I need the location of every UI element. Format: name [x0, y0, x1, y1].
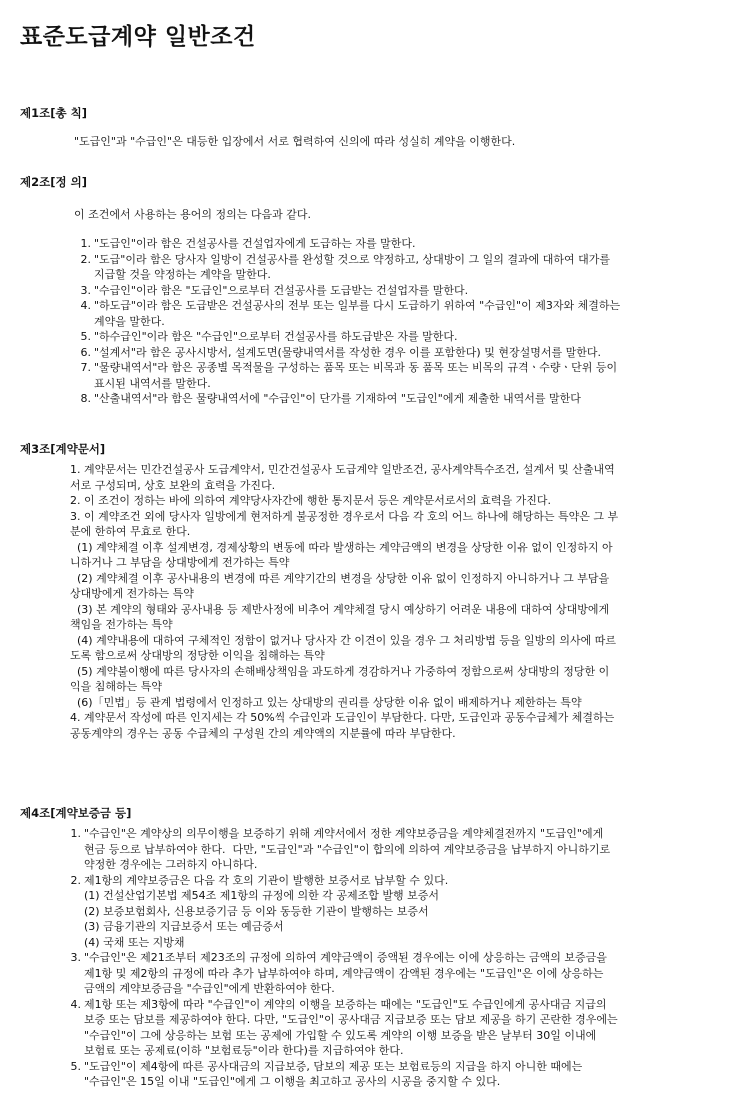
definition-line: 지급할 것을 약정하는 계약을 말한다. [94, 268, 271, 281]
definition-number: 6. [80, 345, 91, 359]
definition-line: "하도급"이라 함은 도급받은 건설공사의 전부 또는 일부를 다시 도급하기 위하여 "수급인"이 제3자와 체결하는 [94, 299, 621, 312]
article-3-line: 도록 함으로써 상대방의 정당한 이익을 침해하는 특약 [70, 649, 325, 662]
clause-line: 금액의 계약보증금을 "수급인"에게 반환하여야 한다. [84, 982, 335, 995]
definition-number: 2. [80, 252, 91, 266]
clause-line: 제1항 또는 제3항에 따라 "수급인"이 계약의 이행을 보증하는 때에는 "도급인"도 수급인에게 공사대금 지급의 [84, 997, 607, 1011]
clause-line: (1) 건설산업기본법 제54조 제1항의 규정에 의한 각 공제조합 발행 보증서 [84, 889, 439, 902]
definition-item [78, 236, 708, 252]
article-3-line: 니하거나 그 부담을 상대방에게 전가하는 특약 [70, 556, 290, 569]
definition-number: 7. [80, 361, 91, 374]
clause-line: 보증 또는 담보를 제공하여야 한다. 다만, "도급인"이 공사대금 지급보증 또는 담보 제공을 하기 곤란한 경우에는 [84, 1013, 618, 1026]
clause-item [70, 1059, 710, 1090]
clause-line: 제1항 및 제2항의 규정에 따라 추가 납부하여야 하며, 계약금액이 감액된 경우에는 "도급인"은 이에 상응하는 [84, 966, 604, 980]
article-3-line: 공동계약의 경우는 공동 수급체의 구성원 간의 계약액의 지분률에 따라 부담한다. [70, 726, 456, 740]
clause-line: 현금 등으로 납부하여야 한다. 다만, "도급인"과 "수급인"이 합의에 의하여 계약보증금을 납부하지 아니하기로 [84, 842, 611, 856]
article-3-line: (4) 계약내용에 대하여 구체적인 정함이 없거나 당사자 간 이견이 있을 경우 그 처리방법 등을 일방의 의사에 따르 [70, 633, 617, 647]
definition-line: "설계서"라 함은 공사시방서, 설계도면(물량내역서를 작성한 경우 이를 포함한다) 및 현장설명서를 말한다. [94, 345, 601, 359]
clause-line: "수급인"은 계약상의 의무이행을 보증하기 위해 계약서에서 정한 계약보증금을 계약체결전까지 "도급인"에게 [84, 827, 604, 840]
article-4-list [70, 826, 710, 1090]
definition-line: "물량내역서"라 함은 공종별 목적물을 구성하는 품목 또는 비목과 동 품목 또는 비목의 규격ㆍ수량ㆍ단위 등이 [94, 361, 618, 374]
article-2-intro: 이 조건에서 사용하는 용어의 정의는 다음과 같다. [74, 208, 311, 221]
article-2-heading: 제2조[정 의] [20, 175, 87, 189]
article-3-line: (2) 계약체결 이후 공사내용의 변경에 따른 계약기간의 변경을 상당한 이유 없이 인정하지 아니하거나 그 부담을 [70, 571, 610, 585]
article-3-line: 2. 이 조건이 정하는 바에 의하여 계약당사자간에 행한 통지문서 등은 계약문서로서의 효력을 가진다. [70, 494, 551, 507]
article-3-line: 3. 이 계약조건 외에 당사자 일방에게 현저하게 불공정한 경우로서 다음 각 호의 어느 하나에 해당하는 특약은 그 부 [70, 509, 619, 523]
definition-item [78, 298, 708, 329]
definition-item [78, 345, 708, 361]
article-3-body [70, 462, 710, 741]
article-1-body: "도급인"과 "수급인"은 대등한 입장에서 서로 협력하여 신의에 따라 성실히 계약을 이행한다. [74, 135, 516, 148]
clause-line: "수급인"이 그에 상응하는 보험 또는 공제에 가입할 수 있도록 계약의 이행 보증을 받은 날부터 30일 이내에 [84, 1028, 597, 1042]
document-title: 표준도급계약 일반조건 [20, 24, 256, 50]
definition-line: "수급인"이라 함은 "도급인"으로부터 건설공사를 도급받는 건설업자를 말한다. [94, 283, 469, 297]
clause-item [70, 997, 710, 1059]
article-2-definitions-list [78, 236, 708, 407]
definition-number: 1. [80, 237, 91, 250]
article-3-line: (5) 계약불이행에 따른 당사자의 손해배상책임을 과도하게 경감하거나 가중하여 정함으로써 상대방의 정당한 이 [70, 664, 610, 678]
definition-line: "도급"이라 함은 당사자 일방이 건설공사를 완성할 것으로 약정하고, 상대방이 그 일의 결과에 대하여 대가를 [94, 252, 610, 266]
clause-line: 보험료 또는 공제료(이하 "보험료등"이라 한다)를 지급하여야 한다. [84, 1044, 404, 1057]
definition-number: 8. [80, 392, 91, 405]
definition-item [78, 252, 708, 283]
definition-line: 표시된 내역서를 말한다. [94, 376, 211, 390]
article-3-line: 1. 계약문서는 민간건설공사 도급계약서, 민간건설공사 도급계약 일반조건, 공사계약특수조건, 설계서 및 산출내역 [70, 463, 615, 476]
article-3-line: 책임을 전가하는 특약 [70, 618, 173, 631]
article-3-line: 분에 한하여 무효로 한다. [70, 525, 191, 538]
definition-line: "하수급인"이라 함은 "수급인"으로부터 건설공사를 하도급받은 자를 말한다. [94, 330, 458, 343]
clause-number: 2. [70, 873, 81, 887]
clause-number: 5. [70, 1059, 81, 1073]
definition-line: "산출내역서"라 함은 물량내역서에 "수급인"이 단가를 기재하여 "도급인"에게 제출한 내역서를 말한다 [94, 392, 581, 405]
clause-item [70, 873, 710, 951]
definition-line: 계약을 말한다. [94, 314, 165, 328]
clause-number: 3. [70, 951, 81, 964]
clause-item [70, 826, 710, 873]
clause-line: "도급인"이 제4항에 따른 공사대금의 지급보증, 담보의 제공 또는 보험료등의 지급을 하지 아니한 때에는 [84, 1059, 583, 1073]
article-3-line: 익을 침해하는 특약 [70, 680, 163, 693]
article-3-line: (1) 계약체결 이후 설계변경, 경제상황의 변동에 따라 발생하는 계약금액의 변경을 상당한 이유 없이 인정하지 아 [70, 540, 613, 554]
article-3-line: (6)「민법」등 관계 법령에서 인정하고 있는 상대방의 권리를 상당한 이유 없이 배제하거나 제한하는 특약 [70, 695, 582, 709]
clause-line: (3) 금융기관의 지급보증서 또는 예금증서 [84, 920, 284, 933]
article-3-line: 서로 구성되며, 상호 보완의 효력을 가진다. [70, 478, 276, 492]
clause-line: "수급인"은 15일 이내 "도급인"에게 그 이행을 최고하고 공사의 시공을 중지할 수 있다. [84, 1075, 501, 1088]
clause-line: "수급인"은 제21조부터 제23조의 규정에 의하여 계약금액이 증액된 경우에는 이에 상응하는 금액의 보증금을 [84, 951, 607, 964]
clause-line: 제1항의 계약보증금은 다음 각 호의 기관이 발행한 보증서로 납부할 수 있다. [84, 873, 449, 887]
definition-line: "도급인"이라 함은 건설공사를 건설업자에게 도급하는 자를 말한다. [94, 237, 416, 250]
definition-number: 5. [80, 330, 91, 343]
definition-item [78, 391, 708, 407]
article-1-heading: 제1조[총 칙] [20, 106, 87, 120]
definition-item [78, 283, 708, 299]
clause-line: (4) 국채 또는 지방채 [84, 935, 185, 949]
definition-item [78, 360, 708, 391]
clause-line: 약정한 경우에는 그러하지 아니하다. [84, 858, 258, 871]
definition-item [78, 329, 708, 345]
clause-item [70, 950, 710, 997]
article-4-heading: 제4조[계약보증금 등] [20, 806, 132, 820]
clause-number: 1. [70, 827, 81, 840]
article-3-heading: 제3조[계약문서] [20, 442, 106, 456]
clause-line: (2) 보증보험회사, 신용보증기금 등 이와 동등한 기관이 발행하는 보증서 [84, 904, 429, 918]
definition-number: 3. [80, 283, 91, 297]
clause-number: 4. [70, 997, 81, 1011]
article-3-line: (3) 본 계약의 형태와 공사내용 등 제반사정에 비추어 계약체결 당시 예상하기 어려운 내용에 대하여 상대방에게 [70, 602, 610, 616]
article-3-line: 상대방에게 전가하는 특약 [70, 587, 194, 600]
article-3-line: 4. 계약문서 작성에 따른 인지세는 각 50%씩 수급인과 도급인이 부담한다. 다만, 도급인과 공동수급체가 체결하는 [70, 711, 615, 724]
definition-number: 4. [80, 299, 91, 312]
